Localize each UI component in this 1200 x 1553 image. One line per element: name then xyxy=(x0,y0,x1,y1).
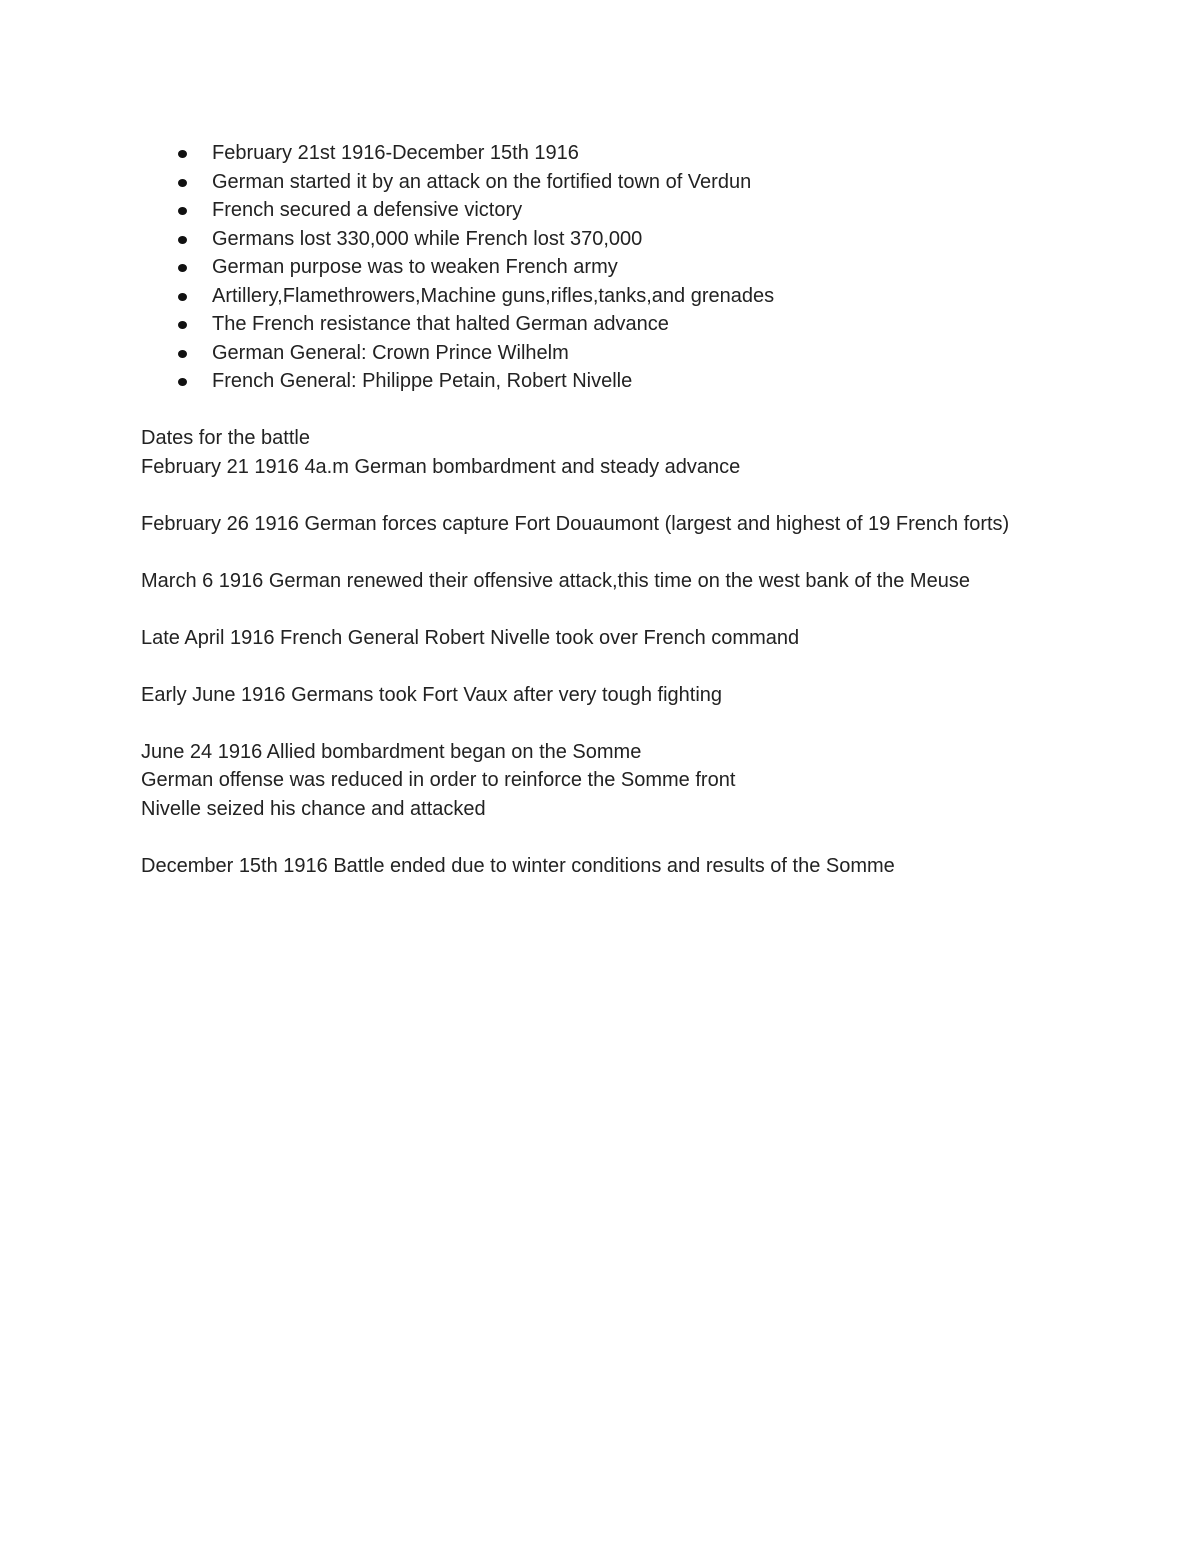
timeline-heading: Dates for the battle xyxy=(141,427,310,449)
bullet-dot-icon xyxy=(178,207,187,215)
bullet-text: February 21st 1916-December 15th 1916 xyxy=(212,142,579,164)
bullet-text: German started it by an attack on the fortified town of Verdun xyxy=(212,170,752,193)
timeline-entry-june24-note: Nivelle seized his chance and attacked xyxy=(141,797,486,820)
paragraph-spacer xyxy=(141,538,1041,567)
timeline-entry-late-april: Late April 1916 French General Robert Nivelle took over French command xyxy=(141,626,800,649)
bullet-text: French secured a defensive victory xyxy=(212,199,523,221)
paragraph-spacer xyxy=(141,652,1041,681)
paragraph-spacer xyxy=(141,709,1041,738)
timeline-entry-june24-note: German offense was reduced in order to reinforce the Somme front xyxy=(141,769,736,791)
bullet-text: The French resistance that halted German advance xyxy=(212,313,669,335)
bullet-item xyxy=(0,367,774,396)
summary-bullet-list xyxy=(0,139,774,396)
timeline-entry-dec15: December 15th 1916 Battle ended due to winter conditions and results of the Somme xyxy=(141,854,895,877)
timeline-entry-mar6: March 6 1916 German renewed their offensive attack,this time on the west bank of the Meuse xyxy=(141,569,970,592)
bullet-dot-icon xyxy=(178,350,187,358)
timeline-entry-early-june: Early June 1916 Germans took Fort Vaux after very tough fighting xyxy=(141,683,723,706)
paragraph-spacer xyxy=(141,481,1041,510)
bullet-item xyxy=(0,282,774,311)
bullet-text: German purpose was to weaken French army xyxy=(212,256,618,278)
bullet-item xyxy=(0,225,774,254)
bullet-item xyxy=(0,253,774,282)
bullet-dot-icon xyxy=(178,378,187,386)
timeline-entry-feb26: February 26 1916 German forces capture Fort Douaumont (largest and highest of 19 French forts) xyxy=(141,512,1010,535)
battle-timeline xyxy=(141,424,1041,880)
bullet-text: French General: Philippe Petain, Robert Nivelle xyxy=(212,370,633,392)
bullet-dot-icon xyxy=(178,150,187,158)
paragraph-spacer xyxy=(141,823,1041,852)
bullet-item xyxy=(0,196,774,225)
bullet-text: Germans lost 330,000 while French lost 370,000 xyxy=(212,227,643,250)
timeline-entry-june24: June 24 1916 Allied bombardment began on the Somme xyxy=(141,740,642,763)
bullet-item xyxy=(0,168,774,197)
bullet-item xyxy=(0,339,774,368)
bullet-text: Artillery,Flamethrowers,Machine guns,rifles,tanks,and grenades xyxy=(212,284,775,307)
bullet-dot-icon xyxy=(178,264,187,272)
timeline-entry-feb21: February 21 1916 4a.m German bombardment and steady advance xyxy=(141,455,741,478)
bullet-dot-icon xyxy=(178,321,187,329)
paragraph-spacer xyxy=(141,595,1041,624)
bullet-text: German General: Crown Prince Wilhelm xyxy=(212,341,569,364)
bullet-dot-icon xyxy=(178,179,187,187)
bullet-item xyxy=(0,139,774,168)
bullet-dot-icon xyxy=(178,293,187,301)
bullet-item xyxy=(0,310,774,339)
bullet-dot-icon xyxy=(178,236,187,244)
